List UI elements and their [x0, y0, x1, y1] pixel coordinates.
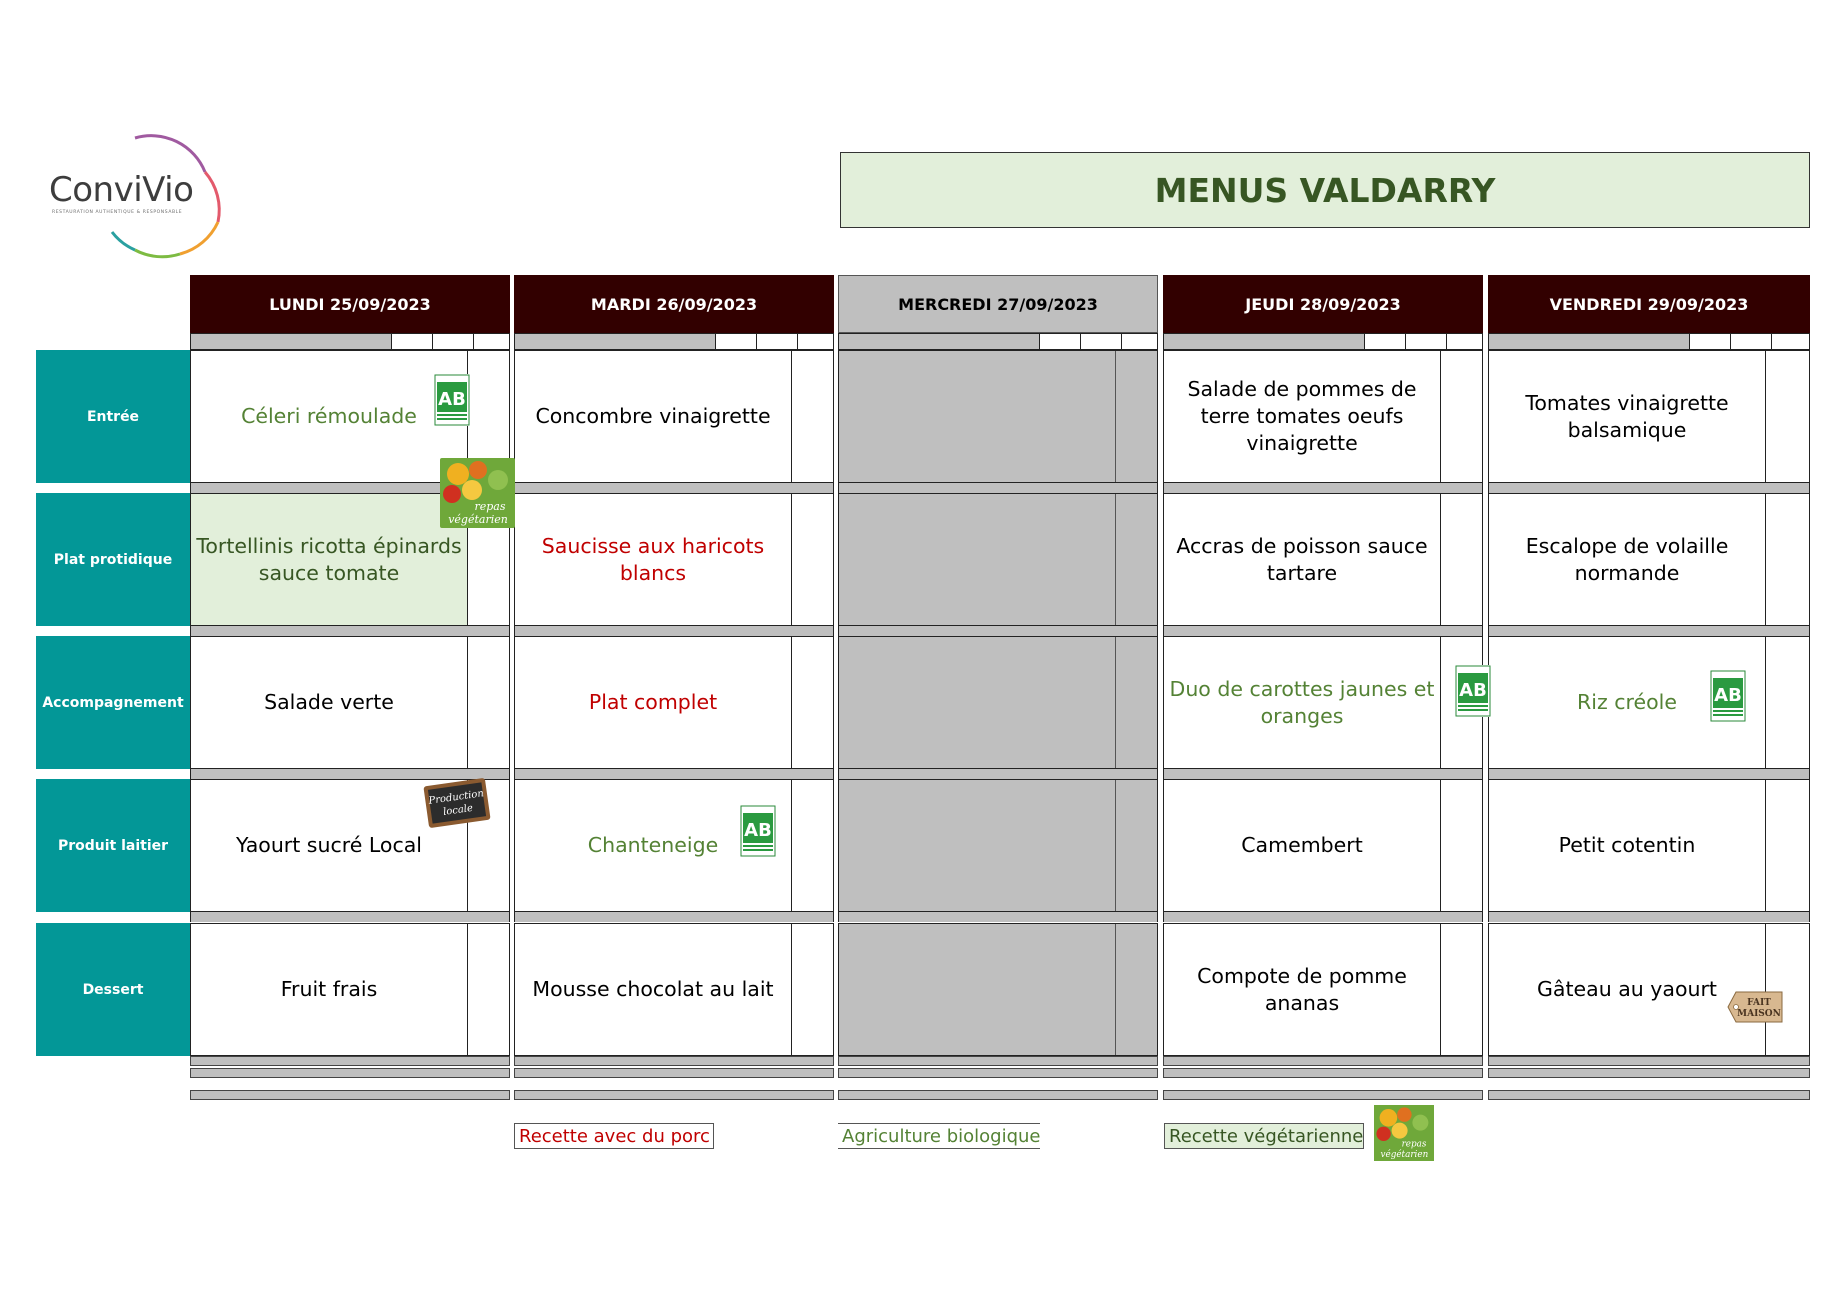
menu-cell — [514, 779, 834, 912]
convivio-logo — [40, 132, 230, 262]
bottom-bar — [1163, 1090, 1483, 1100]
menu-item: Plat complet — [515, 637, 792, 768]
menu-cell — [1163, 350, 1483, 483]
row-separator — [1163, 483, 1483, 493]
page-title-box — [840, 152, 1810, 228]
bottom-bar — [190, 1090, 510, 1100]
row-separator — [514, 626, 834, 636]
day-header-mercredi: MERCREDI 27/09/2023 — [838, 275, 1158, 333]
row-separator — [1163, 626, 1483, 636]
svg-text:AB: AB — [1714, 685, 1742, 706]
day-subheader-strip — [1488, 333, 1810, 350]
row-separator — [1488, 912, 1810, 922]
menu-cell — [1488, 779, 1810, 912]
row-separator — [514, 483, 834, 493]
svg-text:FAIT: FAIT — [1747, 998, 1771, 1008]
menu-cell — [1163, 923, 1483, 1056]
bottom-bar — [1488, 1090, 1810, 1100]
bottom-bar — [838, 1068, 1158, 1078]
svg-text:Production: Production — [427, 788, 485, 807]
svg-text:AB: AB — [438, 389, 466, 410]
day-header-lundi: LUNDI 25/09/2023 — [190, 275, 510, 333]
menu-item: Tomates vinaigrette balsamique — [1489, 351, 1766, 482]
menu-item: Céleri rémoulade — [191, 351, 468, 482]
logo-name: ConviVio — [49, 170, 194, 210]
row-separator — [190, 912, 510, 922]
ab-organic-icon — [740, 805, 776, 857]
menu-item: Yaourt sucré Local — [191, 780, 468, 911]
menu-item: Saucisse aux haricots blancs — [515, 494, 792, 625]
menu-item — [839, 637, 1116, 768]
vegetarian-meal-icon — [440, 458, 515, 528]
vegetarian-meal-icon — [1374, 1103, 1434, 1163]
row-separator — [1488, 483, 1810, 493]
svg-text:repas: repas — [1401, 1139, 1427, 1150]
day-subheader-strip — [1163, 333, 1483, 350]
row-separator — [190, 626, 510, 636]
menu-cell-empty — [838, 636, 1158, 769]
bottom-bar — [514, 1068, 834, 1078]
menu-cell — [1488, 636, 1810, 769]
day-header-vendredi: VENDREDI 29/09/2023 — [1488, 275, 1810, 333]
row-separator — [838, 626, 1158, 636]
menu-cell — [514, 493, 834, 626]
row-label-dessert: Dessert — [36, 923, 190, 1056]
bottom-bar — [1488, 1056, 1810, 1066]
row-separator — [514, 769, 834, 779]
menu-item: Salade verte — [191, 637, 468, 768]
bottom-bar — [514, 1056, 834, 1066]
svg-text:végétarien: végétarien — [1380, 1150, 1429, 1160]
ab-organic-icon — [1455, 665, 1491, 717]
svg-text:MAISON: MAISON — [1737, 1009, 1781, 1019]
svg-text:repas: repas — [474, 500, 506, 513]
row-separator — [1488, 626, 1810, 636]
svg-text:végétarien: végétarien — [448, 513, 508, 526]
menu-cell-empty — [838, 493, 1158, 626]
menu-cell — [514, 636, 834, 769]
menu-cell — [1163, 493, 1483, 626]
menu-item: Duo de carottes jaunes et oranges — [1164, 637, 1441, 768]
day-header-jeudi: JEUDI 28/09/2023 — [1163, 275, 1483, 333]
menu-cell — [190, 636, 510, 769]
menu-item: Riz créole — [1489, 637, 1766, 768]
bottom-bar — [514, 1090, 834, 1100]
menu-item — [839, 780, 1116, 911]
bottom-bar — [190, 1068, 510, 1078]
menu-cell — [1488, 493, 1810, 626]
bottom-bar — [838, 1090, 1158, 1100]
menu-item: Concombre vinaigrette — [515, 351, 792, 482]
legend-vegetarian: Recette végétarienne — [1164, 1123, 1364, 1149]
menu-cell — [1163, 779, 1483, 912]
day-subheader-strip — [838, 333, 1158, 350]
menu-cell — [514, 350, 834, 483]
menu-item: Compote de pomme ananas — [1164, 924, 1441, 1055]
day-header-mardi: MARDI 26/09/2023 — [514, 275, 834, 333]
menu-item: Mousse chocolat au lait — [515, 924, 792, 1055]
row-label-plat-protidique: Plat protidique — [36, 493, 190, 626]
menu-cell — [190, 923, 510, 1056]
menu-item — [839, 494, 1116, 625]
menu-cell-empty — [838, 350, 1158, 483]
menu-cell — [1163, 636, 1483, 769]
menu-item: Accras de poisson sauce tartare — [1164, 494, 1441, 625]
menu-item: Camembert — [1164, 780, 1441, 911]
menu-cell — [1488, 350, 1810, 483]
bottom-bar — [1488, 1068, 1810, 1078]
bottom-bar — [190, 1056, 510, 1066]
legend-organic: Agriculture biologique — [838, 1123, 1040, 1149]
row-label-accompagnement: Accompagnement — [36, 636, 190, 769]
row-separator — [838, 483, 1158, 493]
row-separator — [838, 769, 1158, 779]
menu-item: Gâteau au yaourt — [1489, 924, 1766, 1055]
menu-cell-empty — [838, 923, 1158, 1056]
logo-tagline: RESTAURATION AUTHENTIQUE & RESPONSABLE — [52, 210, 183, 215]
bottom-bar — [1163, 1068, 1483, 1078]
svg-text:AB: AB — [1459, 680, 1487, 701]
menu-item: Salade de pommes de terre tomates oeufs vinaigrette — [1164, 351, 1441, 482]
day-subheader-strip — [190, 333, 510, 350]
row-label-produit-laitier: Produit laitier — [36, 779, 190, 912]
menu-item: Tortellinis ricotta épinards sauce tomate — [191, 494, 468, 625]
bottom-bar — [1163, 1056, 1483, 1066]
day-subheader-strip — [514, 333, 834, 350]
row-label-entree: Entrée — [36, 350, 190, 483]
svg-text:locale: locale — [442, 802, 474, 818]
bottom-bar — [838, 1056, 1158, 1066]
row-separator — [1163, 769, 1483, 779]
page-title: MENUS VALDARRY — [1154, 170, 1496, 210]
menu-item: Escalope de volaille normande — [1489, 494, 1766, 625]
menu-cell-empty — [838, 779, 1158, 912]
row-separator — [1488, 769, 1810, 779]
row-separator — [838, 912, 1158, 922]
menu-cell — [514, 923, 834, 1056]
row-separator — [1163, 912, 1483, 922]
menu-item: Fruit frais — [191, 924, 468, 1055]
menu-item: Petit cotentin — [1489, 780, 1766, 911]
menu-item — [839, 924, 1116, 1055]
menu-item: Chanteneige — [515, 780, 792, 911]
row-separator — [514, 912, 834, 922]
homemade-tag-icon — [1726, 990, 1784, 1024]
svg-text:AB: AB — [744, 820, 772, 841]
ab-organic-icon — [434, 374, 470, 426]
menu-item — [839, 351, 1116, 482]
ab-organic-icon — [1710, 670, 1746, 722]
local-production-icon — [422, 778, 492, 828]
legend-pork: Recette avec du porc — [514, 1123, 714, 1149]
